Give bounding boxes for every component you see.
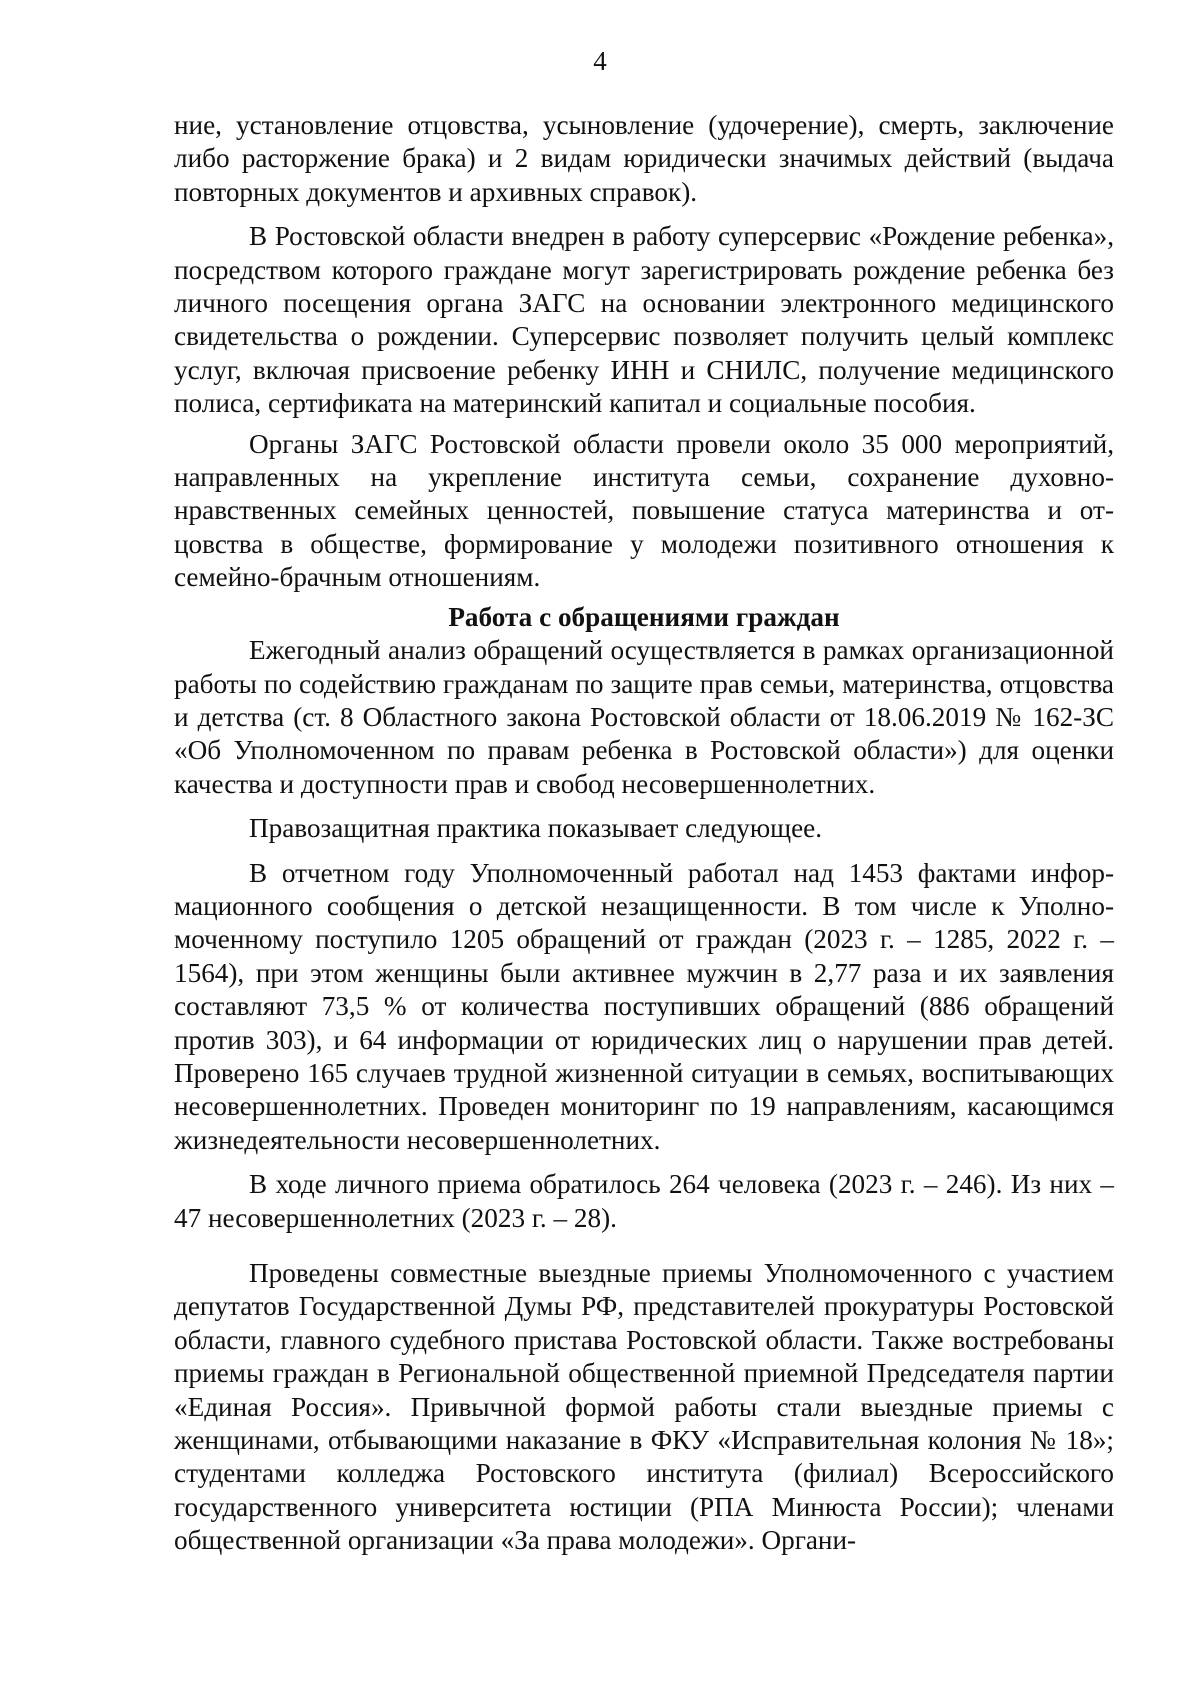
section-heading: Работа с обращениями граждан [448,601,840,632]
paragraph-zags-events: Органы ЗАГС Ростовской области провели около 35 000 мероприятий, направленных на укрепление института семьи, сохранение духовно-нравственных семейных ценностей, повышение статуса материнства и отцовства в обществе, формирование у молодежи позитивного отношения к семейно-брачным отношениям. [174,428,1114,593]
paragraph-practice: Правозащитная практика показывает следующее. [249,813,823,844]
page-number: 4 [593,46,607,76]
paragraph-continuation: ние, установление отцовства, усыновление (удочерение), смерть, заключение либо расторжение брака) и 2 видам юридически значимых действий (выдача повторных документов и архивных справок). [174,110,1114,207]
paragraph-annual-analysis: Ежегодный анализ обращений осуществляется в рамках организационной работы по содействию гражданам по защите прав семьи, материнства, отцовства и детства (ст. 8 Областного закона Ростовской области от 18.06.2019 № 162-ЗС «Об Уполномоченном по правам ребенка в Ростовской области») для оценки качества и доступности прав и свобод несовершеннолетних. [174,635,1114,799]
document-body [174,109,1114,1558]
paragraph-personal-reception: В ходе личного приема обратилось 264 человека (2023 г. – 246). Из них – 47 несовершеннолетних (2023 г. – 28). [174,1169,1114,1233]
paragraph-appeals-stats: В отчетном году Уполномоченный работал над 1453 фактами информационного сообщения о детской незащищенности. В том числе к Уполномоченному поступило 1205 обращений от граждан (2023 г. – 1285, 2022 г. – 1564), при этом женщины были активнее мужчин в 2,77 раза и их заявления составляют 73,5 % от количества поступивших обращений (886 обращений против 303), и 64 информации от юридических лиц о нарушении прав детей. Проверено 165 случаев трудной жизненной ситуации в семьях, воспитывающих несовершеннолетних. Проведен мониторинг по 19 направлениям, касающимся жизнедеятельности несовершеннолетних. [174,857,1114,1155]
paragraph-superservice: В Ростовской области внедрен в работу суперсервис «Рождение ребенка», посредством которого граждане могут зарегистрировать рождение ребенка без личного посещения органа ЗАГС на основании электронного медицинского свидетельства о рождении. Суперсервис позволяет получить целый комплекс услуг, включая присвоение ребенку ИНН и СНИЛС, получение медицинского полиса, сертификата на материнский капитал и социальные пособия. [174,221,1114,419]
paragraph-joint-receptions: Проведены совместные выездные приемы Уполномоченного с участием депутатов Государственной Думы РФ, представителей прокуратуры Ростовской области, главного судебного пристава Ростовской области. Также востребованы приемы граждан в Региональной общественной приемной Председателя партии «Единая Россия». Привычной формой работы стали выездные приемы с женщинами, отбывающими наказание в ФКУ «Исправительная колония № 18»; студентами колледжа Ростовского института (филиал) Всероссийского государственного университета юстиции (РПА Минюста России); членами общественной организации «За права молодежи». Органи- [174,1258,1114,1556]
